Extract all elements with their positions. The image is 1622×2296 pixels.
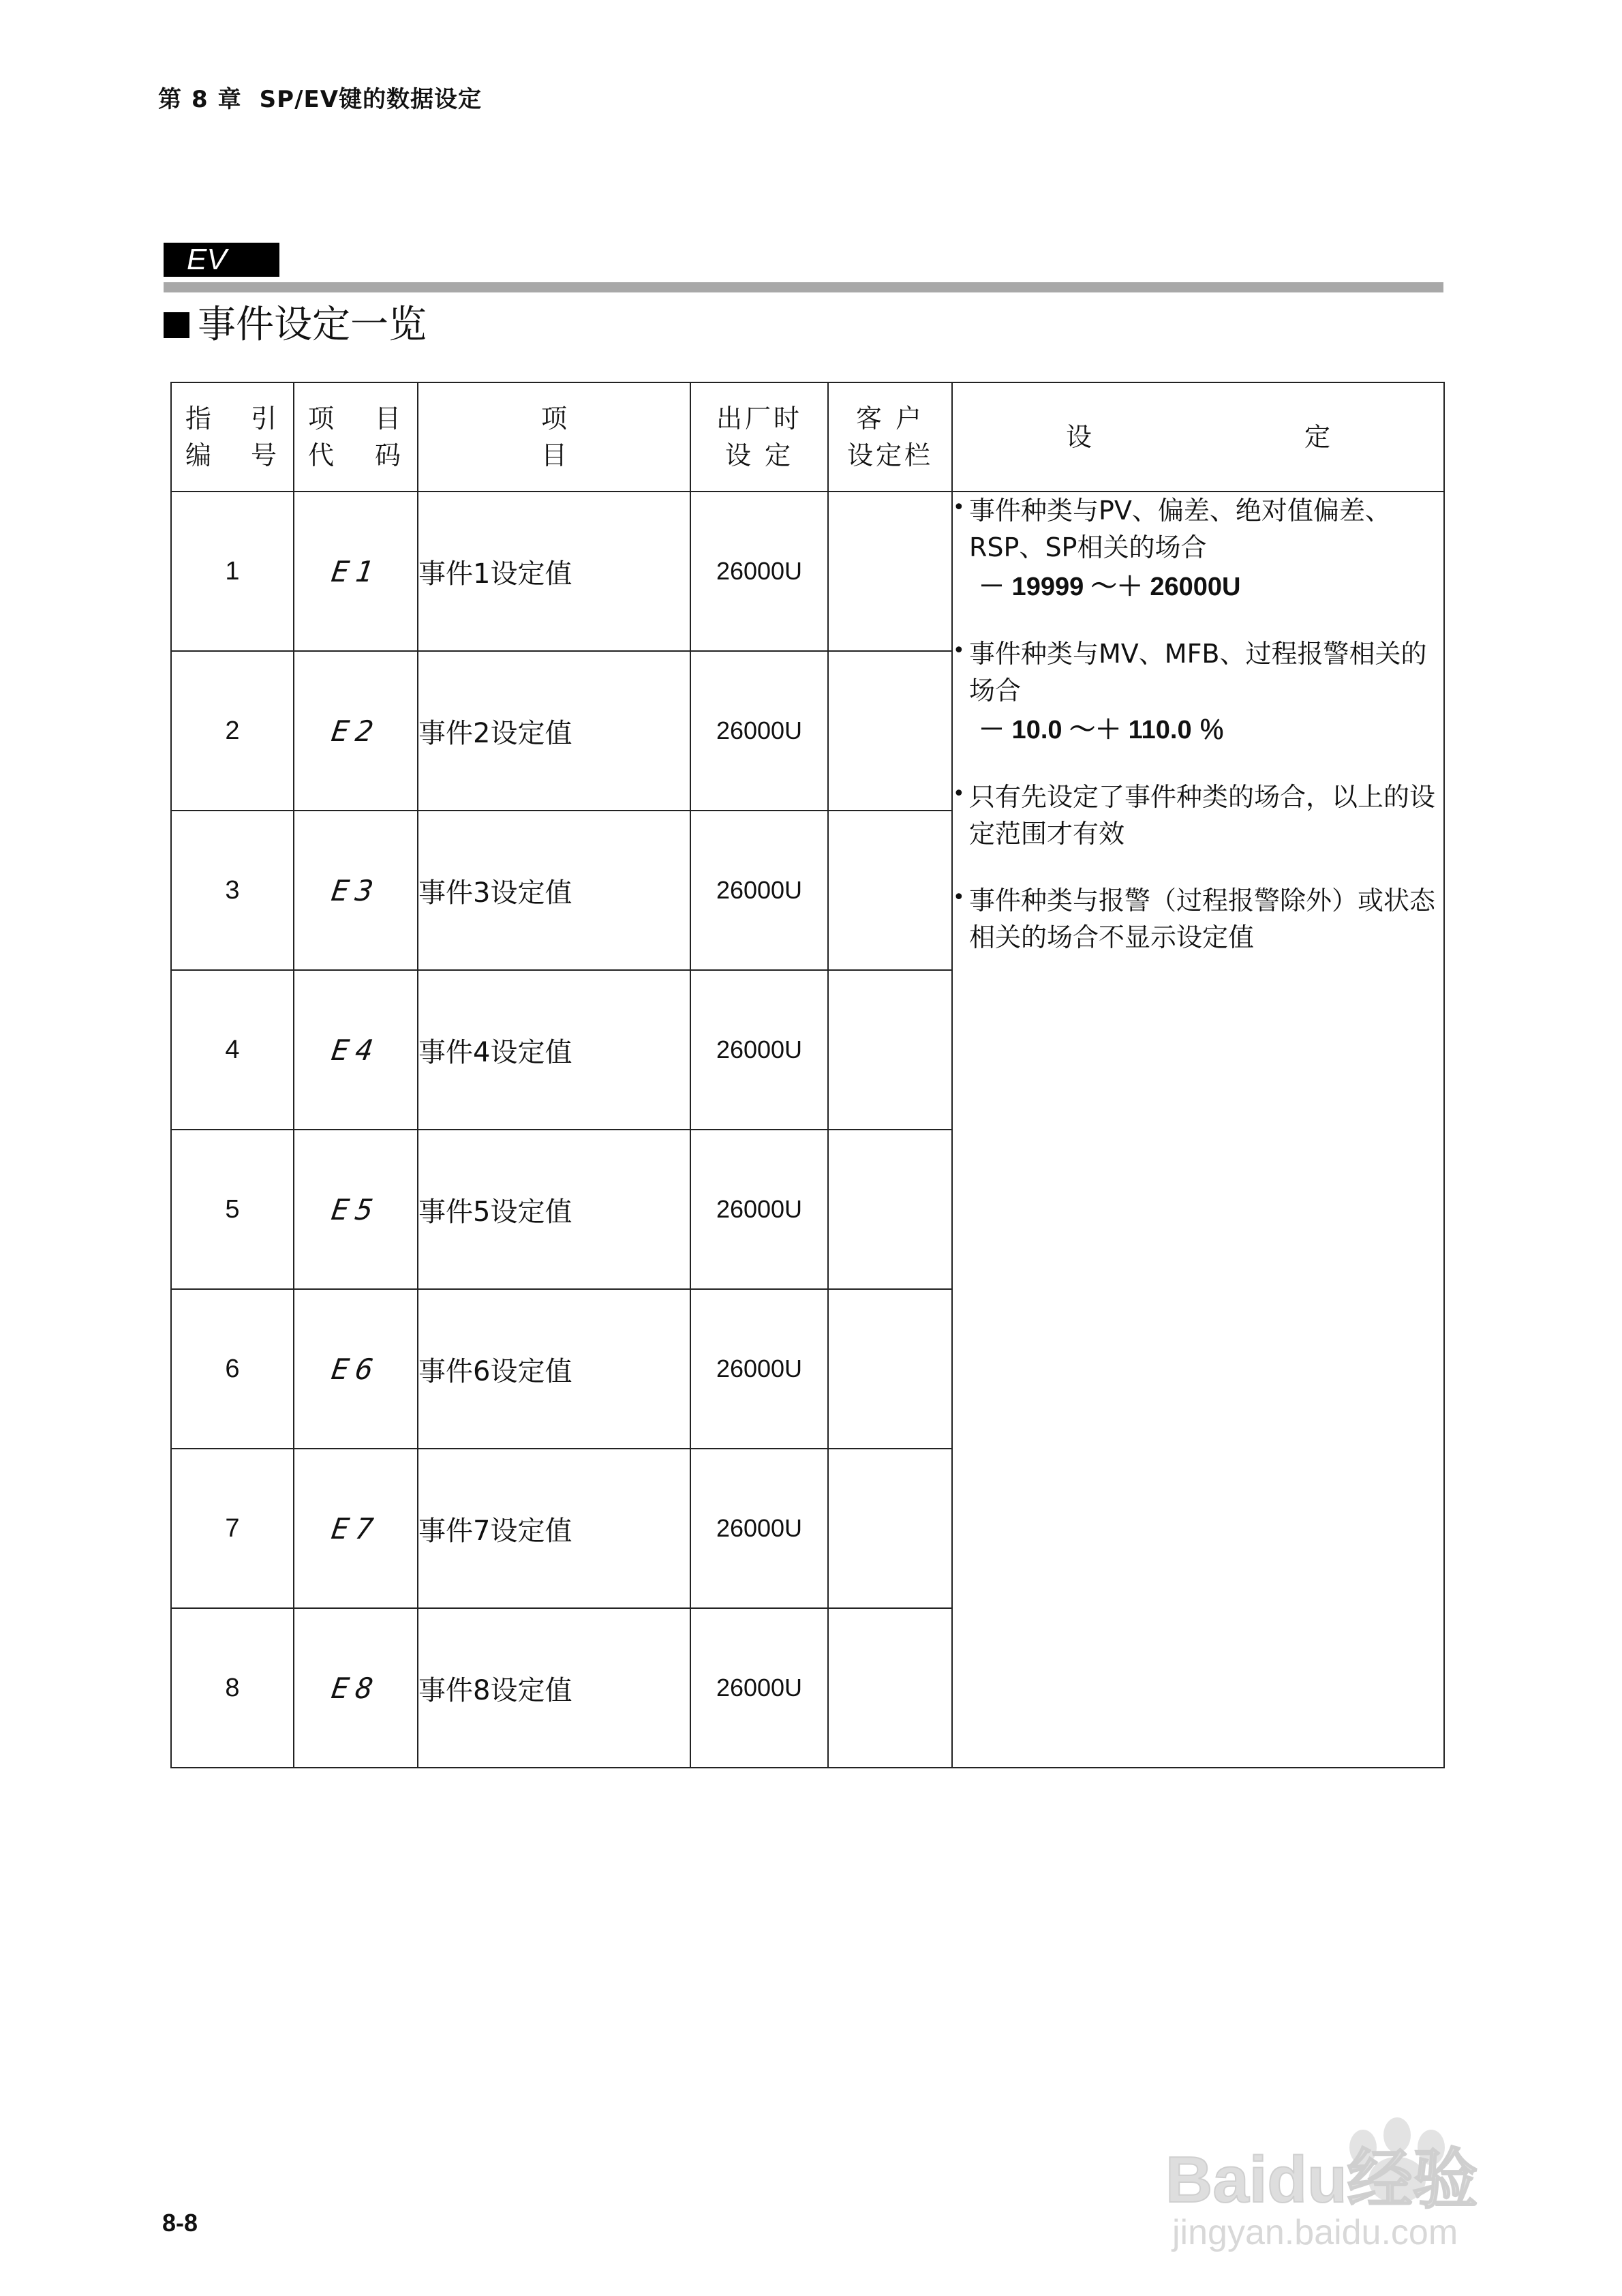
watermark-url: jingyan.baidu.com — [1172, 2213, 1458, 2252]
table-row — [171, 492, 1444, 651]
row-factory-value: 26000U — [690, 1449, 828, 1608]
row-item: 事件6设定值 — [418, 1289, 690, 1449]
row-factory-value: 26000U — [690, 811, 828, 970]
row-factory-value: 26000U — [690, 1608, 828, 1768]
row-index: 7 — [171, 1449, 294, 1608]
row-code: E5 — [283, 1130, 429, 1289]
chapter-number: 8 — [192, 86, 209, 113]
header-customer-setting: 客 户 设定栏 — [828, 382, 952, 492]
note-item: • 事件种类与PV、偏差、绝对值偏差、RSP、SP相关的场合 － 19999 ～＋ 26000U — [953, 492, 1443, 605]
row-index: 5 — [171, 1130, 294, 1289]
row-code: E8 — [283, 1608, 429, 1768]
header-code: 项 目 代 码 — [294, 382, 418, 492]
chapter-header — [158, 80, 482, 114]
section-divider — [164, 282, 1443, 292]
row-item: 事件7设定值 — [418, 1449, 690, 1608]
row-factory-value: 26000U — [690, 651, 828, 811]
row-customer-value — [828, 492, 952, 651]
row-customer-value — [828, 1449, 952, 1608]
chapter-suffix: 章 — [217, 86, 242, 113]
row-item: 事件4设定值 — [418, 970, 690, 1130]
row-item: 事件5设定值 — [418, 1130, 690, 1289]
row-factory-value: 26000U — [690, 1289, 828, 1449]
header-item: 项 目 — [418, 382, 690, 492]
watermark-brand: Baidu经验 — [1165, 2143, 1478, 2216]
note-item: • 事件种类与MV、MFB、过程报警相关的场合 － 10.0 ～＋ 110.0 ％ — [953, 635, 1443, 749]
row-item: 事件3设定值 — [418, 811, 690, 970]
row-code: E1 — [283, 492, 429, 651]
row-item: 事件2设定值 — [418, 651, 690, 811]
bullet-square-icon — [164, 312, 189, 338]
row-code: E3 — [283, 811, 429, 970]
header-setting: 设 定 — [952, 382, 1444, 492]
row-customer-value — [828, 651, 952, 811]
section-heading — [164, 301, 427, 349]
event-settings-table — [170, 382, 1445, 1768]
section-title: 事件设定一览 — [198, 303, 427, 347]
note-item: • 只有先设定了事件种类的场合，以上的设定范围才有效 — [953, 779, 1443, 852]
row-code: E7 — [283, 1449, 429, 1608]
row-customer-value — [828, 970, 952, 1130]
row-item: 事件1设定值 — [418, 492, 690, 651]
row-item: 事件8设定值 — [418, 1608, 690, 1768]
table-header-row — [171, 382, 1444, 492]
header-factory-setting: 出厂时 设 定 — [690, 382, 828, 492]
row-factory-value: 26000U — [690, 970, 828, 1130]
row-index: 1 — [171, 492, 294, 651]
row-factory-value: 26000U — [690, 1130, 828, 1289]
row-code: E4 — [283, 970, 429, 1130]
header-index: 指 引 编 号 — [171, 382, 294, 492]
chapter-title: SP/EV键的数据设定 — [259, 86, 483, 113]
row-customer-value — [828, 811, 952, 970]
page-number: 8-8 — [162, 2209, 198, 2237]
row-index: 8 — [171, 1608, 294, 1768]
section-tag: EV — [164, 243, 279, 277]
row-customer-value — [828, 1289, 952, 1449]
watermark-logo — [1145, 2100, 1527, 2256]
row-customer-value — [828, 1608, 952, 1768]
row-index: 2 — [171, 651, 294, 811]
row-factory-value: 26000U — [690, 492, 828, 651]
note-item: • 事件种类与报警（过程报警除外）或状态相关的场合不显示设定值 — [953, 882, 1443, 956]
row-code: E6 — [283, 1289, 429, 1449]
row-index: 4 — [171, 970, 294, 1130]
settings-notes — [952, 492, 1444, 1768]
row-index: 3 — [171, 811, 294, 970]
row-index: 6 — [171, 1289, 294, 1449]
chapter-prefix: 第 — [158, 86, 182, 113]
row-code: E2 — [283, 651, 429, 811]
row-customer-value — [828, 1130, 952, 1289]
